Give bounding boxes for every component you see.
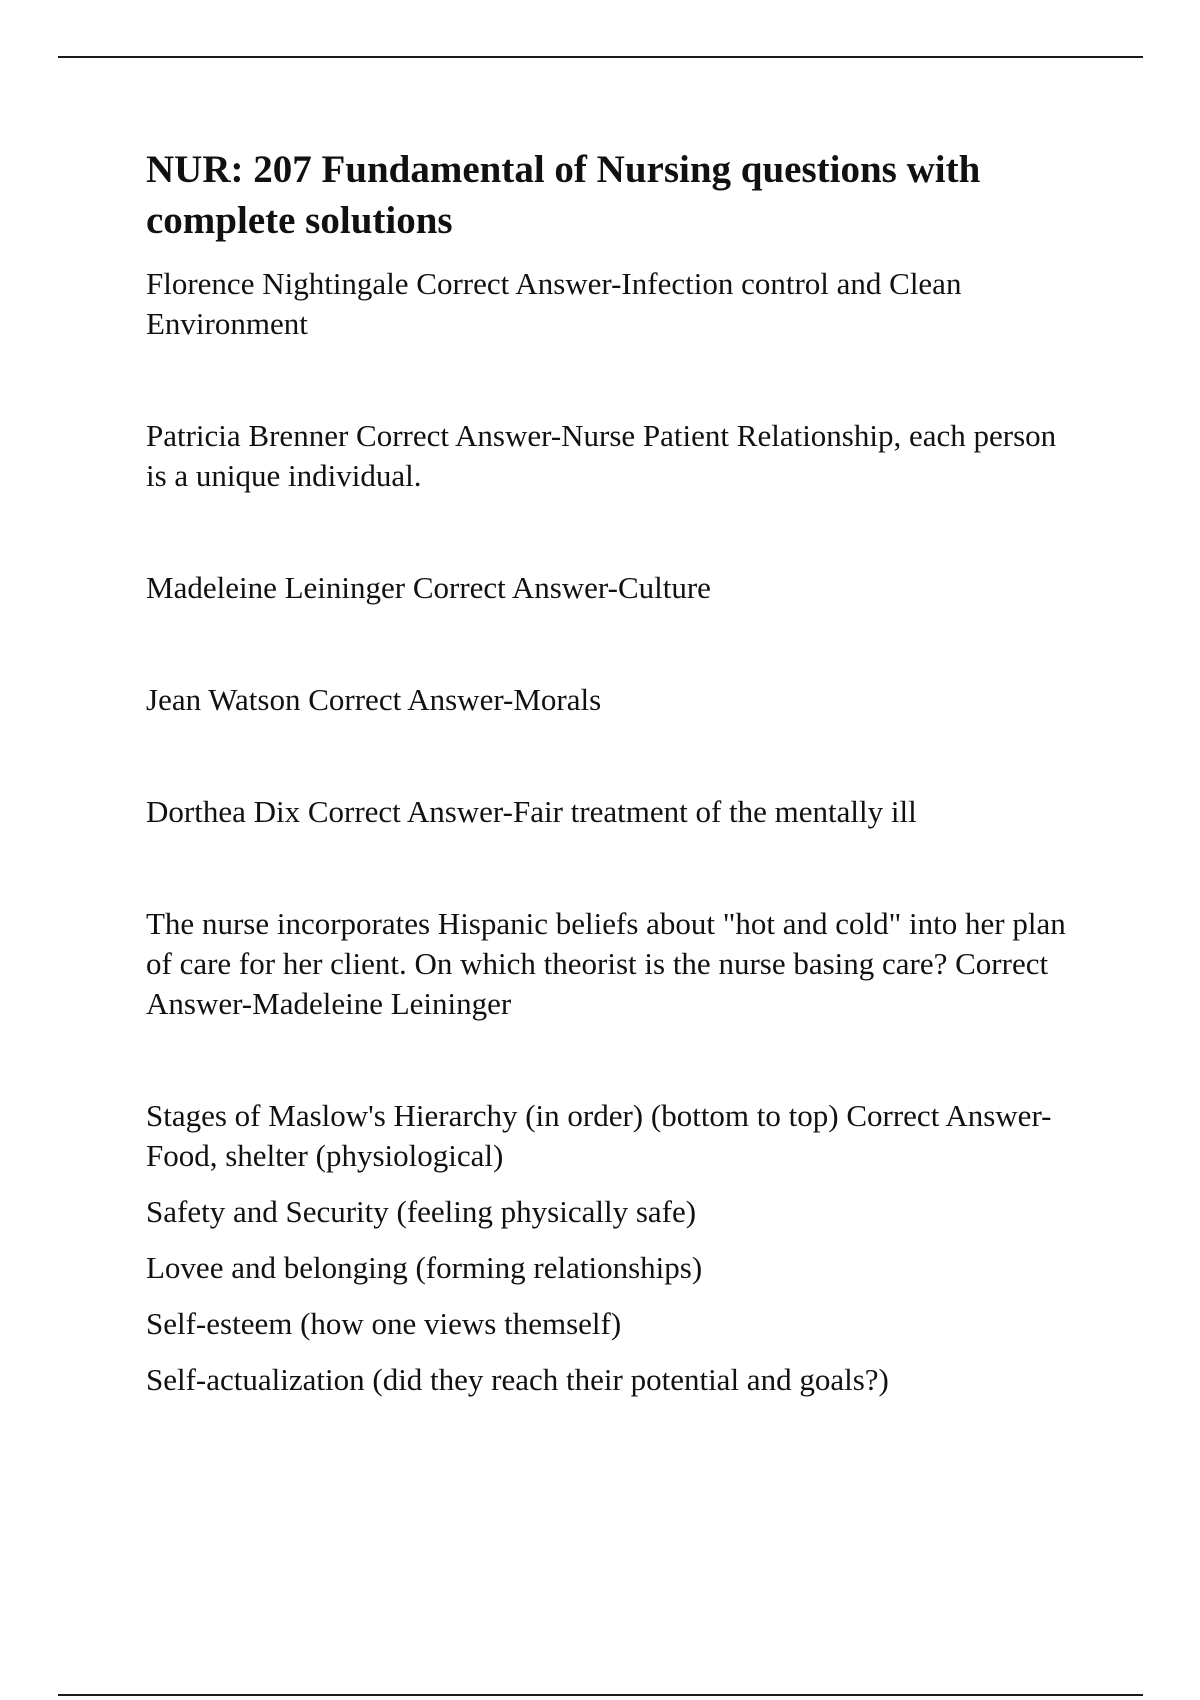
document-body bbox=[146, 144, 1076, 1416]
qa-entry-brenner: Patricia Brenner Correct Answer-Nurse Patient Relationship, each person is a unique individual. bbox=[146, 418, 1057, 493]
qa-entry-watson: Jean Watson Correct Answer-Morals bbox=[146, 682, 602, 717]
qa-entry-nightingale: Florence Nightingale Correct Answer-Infection control and Clean Environment bbox=[146, 266, 962, 341]
qa-entry-maslow: Stages of Maslow's Hierarchy (in order) (bottom to top) Correct Answer-Food, shelter (physiological) bbox=[146, 1098, 1052, 1173]
footer-rule bbox=[58, 1694, 1143, 1696]
document-title: NUR: 207 Fundamental of Nursing questions with complete solutions bbox=[146, 148, 981, 242]
qa-entry-leininger: Madeleine Leininger Correct Answer-Culture bbox=[146, 570, 711, 605]
qa-entry-dix: Dorthea Dix Correct Answer-Fair treatment of the mentally ill bbox=[146, 794, 917, 829]
maslow-line-esteem: Self-esteem (how one views themself) bbox=[146, 1306, 622, 1341]
header-rule bbox=[58, 56, 1143, 58]
maslow-line-belonging: Lovee and belonging (forming relationships) bbox=[146, 1250, 703, 1285]
qa-entry-hot-cold: The nurse incorporates Hispanic beliefs about "hot and cold" into her plan of care for her client. On which theorist is the nurse basing care? Correct Answer-Madeleine Leininger bbox=[146, 906, 1066, 1021]
maslow-line-actualization: Self-actualization (did they reach their potential and goals?) bbox=[146, 1362, 889, 1397]
maslow-line-safety: Safety and Security (feeling physically safe) bbox=[146, 1194, 697, 1229]
